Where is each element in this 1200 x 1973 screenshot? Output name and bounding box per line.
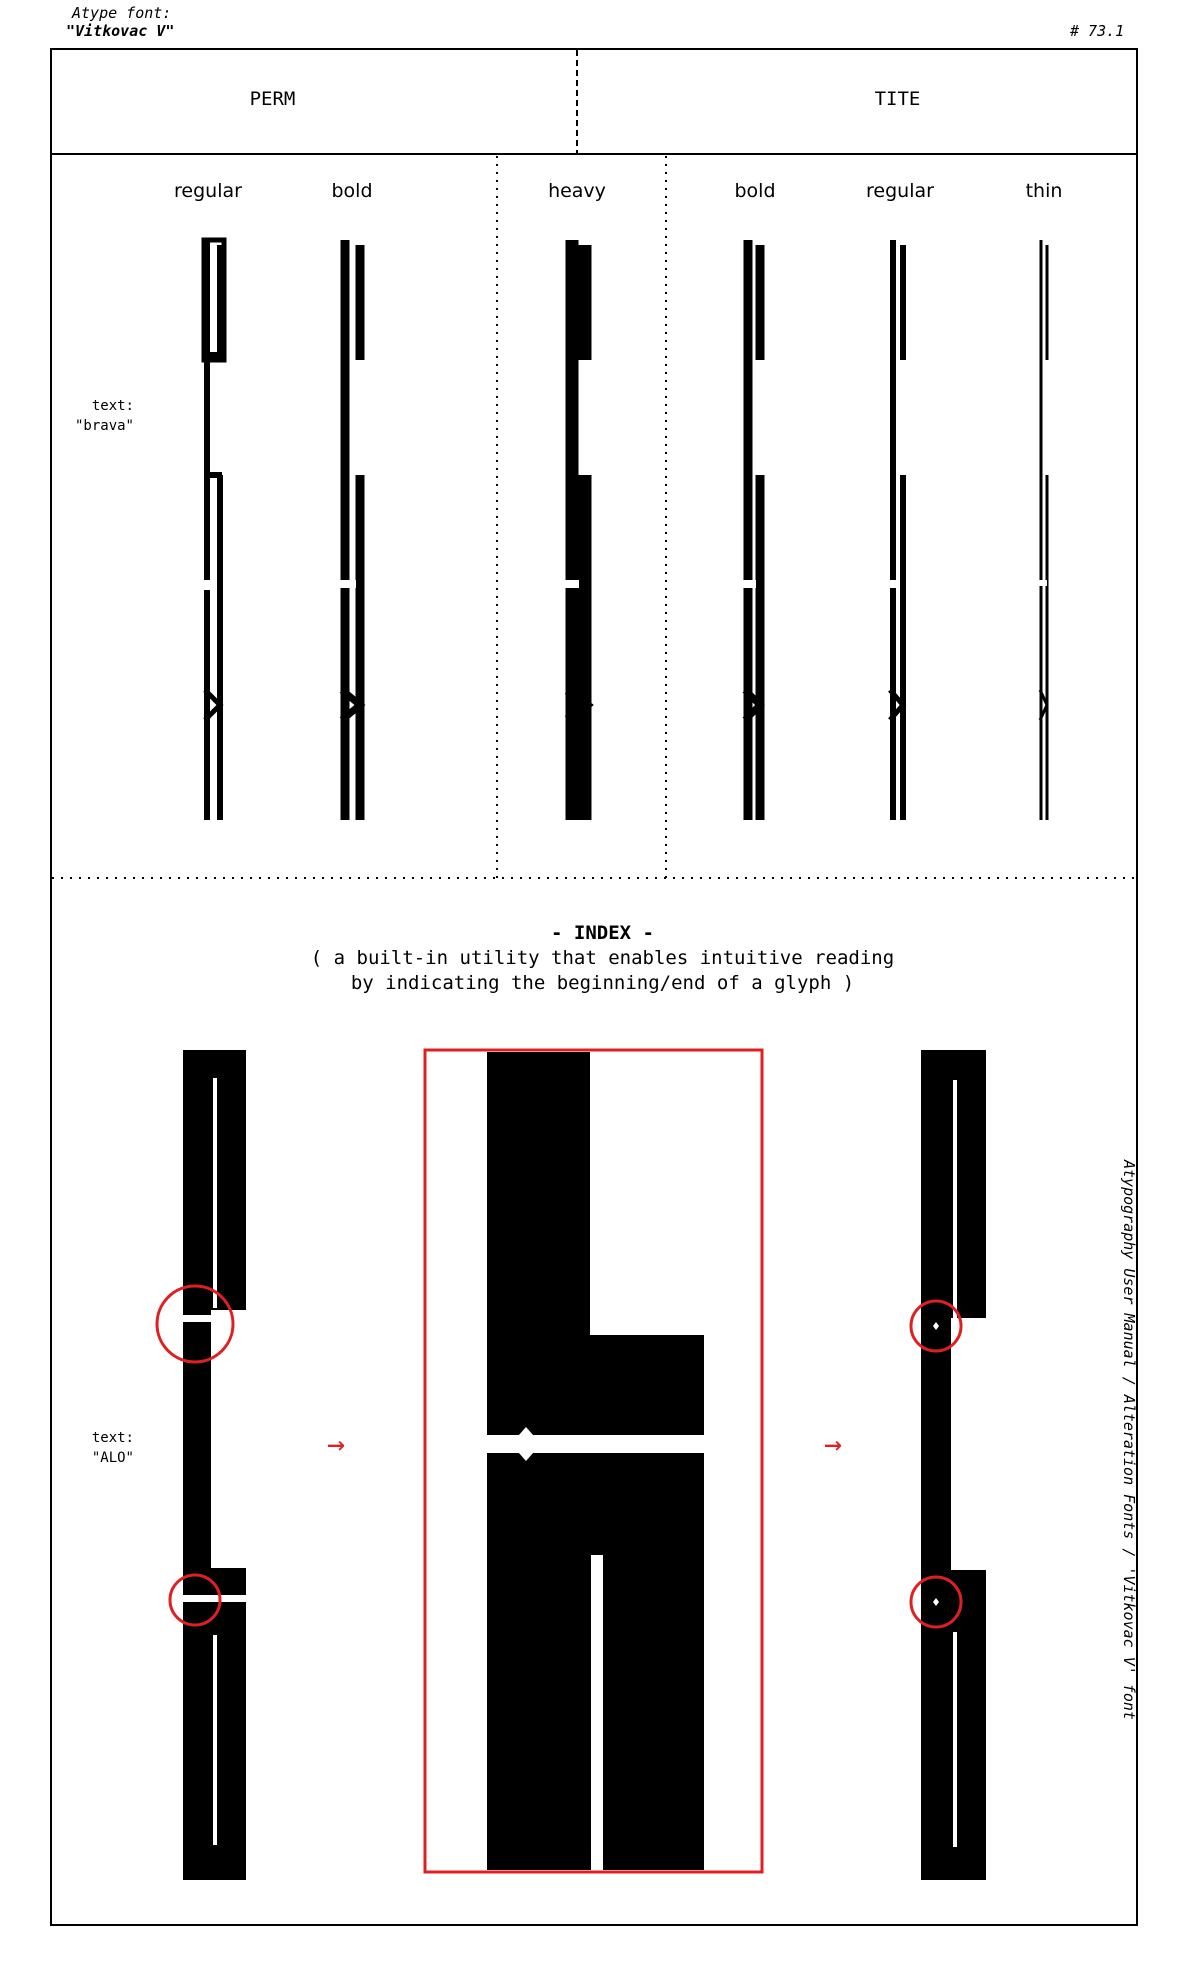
weight-label: bold bbox=[734, 180, 776, 202]
sample-text-value: "brava" bbox=[74, 418, 134, 434]
alo-before bbox=[157, 1050, 246, 1880]
sample-text-label: text: bbox=[91, 398, 134, 414]
glyph-thin bbox=[1037, 240, 1047, 820]
glyph-bold-perm bbox=[340, 240, 360, 820]
weight-label: heavy bbox=[548, 180, 606, 202]
glyph-regular-tite bbox=[888, 240, 903, 820]
group-label-right: TITE bbox=[874, 88, 921, 110]
glyph-bold-tite bbox=[742, 240, 760, 820]
weight-label: regular bbox=[866, 180, 934, 202]
header-title: Atype font: bbox=[72, 4, 172, 22]
index-description-line2: by indicating the beginning/end of a glyph ) bbox=[350, 972, 855, 994]
font-name: "Vitkovac V" bbox=[66, 22, 175, 40]
group-label-left: PERM bbox=[249, 88, 296, 110]
arrow-right-icon: → bbox=[823, 1427, 843, 1462]
weight-label: regular bbox=[174, 180, 242, 202]
index-text-label: text: bbox=[91, 1430, 134, 1446]
glyph-heavy bbox=[563, 240, 586, 820]
index-text-value: "ALO" bbox=[91, 1450, 134, 1466]
alo-after bbox=[911, 1050, 986, 1880]
index-description-line1: ( a built-in utility that enables intuitive reading bbox=[310, 947, 895, 969]
page-number: # 73.1 bbox=[1070, 22, 1125, 40]
sidebar-caption: Atypography User Manual / Alteration Fonts / 'Vitkovac V' font bbox=[1120, 1160, 1138, 1720]
glyph-regular-perm bbox=[200, 240, 224, 820]
zoom-detail bbox=[425, 1050, 762, 1872]
index-title: - INDEX - bbox=[551, 922, 654, 944]
weight-label: thin bbox=[1025, 180, 1063, 202]
arrow-right-icon: → bbox=[326, 1427, 346, 1462]
weight-label: bold bbox=[331, 180, 373, 202]
